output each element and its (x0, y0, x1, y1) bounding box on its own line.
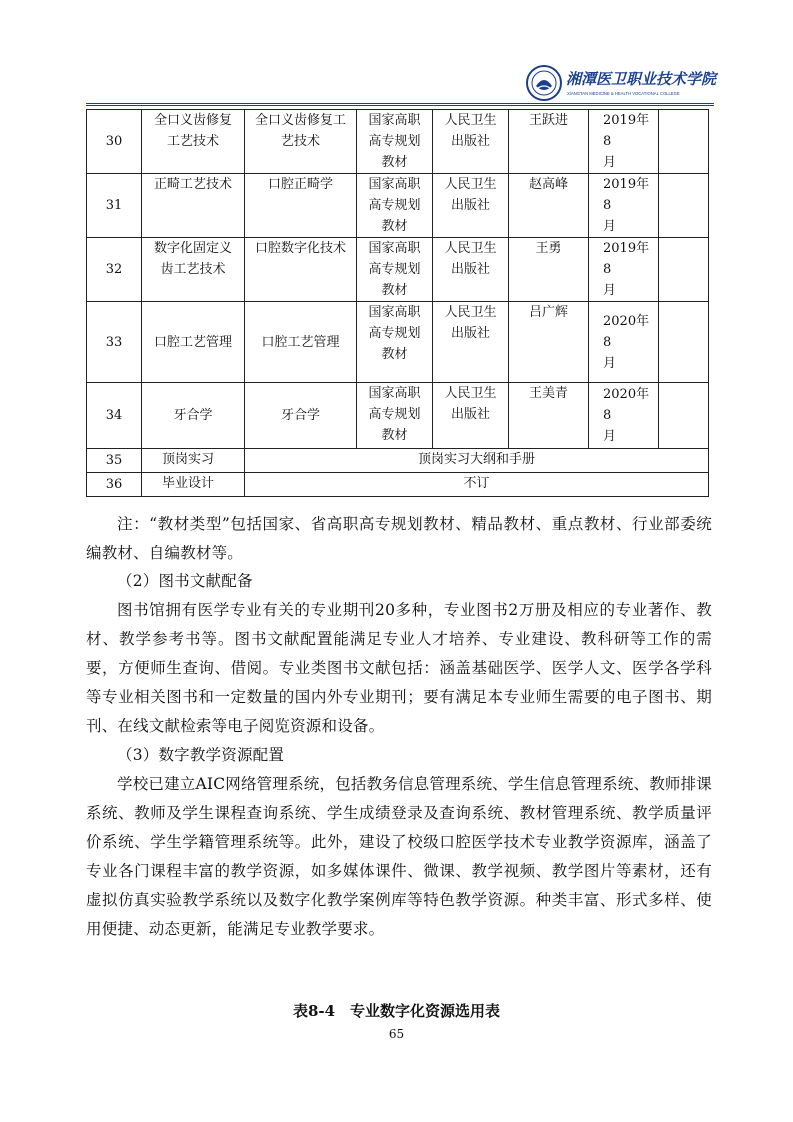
row-number: 30 (87, 110, 142, 174)
course-name-line: 全口义齿修复 (153, 113, 232, 128)
textbook-name-line: 艺技术 (280, 134, 320, 149)
row-number: 34 (87, 383, 142, 449)
editor: 吕广辉 (509, 302, 589, 383)
publish-date (589, 174, 659, 238)
publisher (433, 302, 509, 383)
textbook-name-line: 牙合学 (280, 408, 320, 423)
course-name-line: 工艺技术 (166, 134, 219, 149)
publish-date (589, 383, 659, 449)
publish-date-line: 月 (603, 429, 617, 444)
textbook-type (357, 174, 433, 238)
publisher (433, 238, 509, 302)
table-row (87, 110, 709, 174)
header-divider-thin (86, 105, 714, 106)
publisher (433, 110, 509, 174)
textbook-name (245, 110, 357, 174)
textbook-type-line: 国家高职 (368, 113, 421, 128)
section-3-body: 学校已建立AIC网络管理系统，包括教务信息管理系统、学生信息管理系统、教师排课系统、教师及学生课程查询系统、学生成绩登录及查询系统、教材管理系统、教学质量评价系统、学生学籍管理系统等。此外，建设了校级口腔医学技术专业教学资源库，涵盖了专业各门课程丰富的教学资源，如多媒体课件、微课、教学视频、教学图片等素材，还有虚拟仿真实验教学系统以及数字化教学案例库等特色教学资源。种类丰富、形式多样、使用便捷、动态更新，能满足专业教学要求。 (86, 775, 712, 938)
merged-content: 不订 (245, 473, 709, 497)
publisher-line: 出版社 (450, 198, 490, 213)
logo-title-en: XIANGTAN MEDICINE & HEALTH VOCATIONAL COLLEGE (567, 91, 680, 96)
publisher-line: 人民卫生 (444, 305, 497, 320)
row-number: 33 (87, 302, 142, 383)
publish-date-line: 月 (603, 219, 617, 234)
textbook-type-line: 高专规划 (368, 198, 421, 213)
publisher-line: 人民卫生 (444, 386, 497, 401)
table-row (87, 383, 709, 449)
publisher-line: 人民卫生 (444, 113, 497, 128)
publisher (433, 383, 509, 449)
publish-date-line: 2019年8 (603, 241, 650, 277)
publisher-line: 出版社 (450, 326, 490, 341)
course-name (142, 174, 245, 238)
textbook-name-line: 全口义齿修复工 (254, 113, 346, 128)
remark (659, 302, 709, 383)
editor: 王勇 (509, 238, 589, 302)
publisher-line: 出版社 (450, 407, 490, 422)
table-row (87, 302, 709, 383)
course-name-line: 牙合学 (173, 408, 213, 423)
table-note-text: 注：“教材类型”包括国家、省高职高专规划教材、精品教材、重点教材、行业部委统编教材、自编教材等。 (86, 515, 712, 562)
table-caption: 表8-4 专业数字化资源选用表 (292, 1002, 501, 1020)
textbook-type-line: 教材 (381, 219, 408, 234)
course-name-line: 口腔工艺管理 (153, 334, 232, 350)
textbook-type-line: 教材 (381, 428, 408, 443)
table-row (87, 238, 709, 302)
section-2-body: 图书馆拥有医学专业有关的专业期刊20多种，专业图书2万册及相应的专业著作、教材、教学参考书等。图书文献配置能满足专业人才培养、专业建设、教科研等工作的需要，方便师生查询、借阅。专业类图书文献包括：涵盖基础医学、医学人文、医学各学科等专业相关图书和一定数量的国内外专业期刊；要有满足本专业师生需要的电子图书、期刊、在线文献检索等电子阅览资源和设备。 (86, 601, 712, 735)
logo-title-cn: 湘潭医卫职业技术学院 (566, 70, 717, 88)
textbook-type-line: 教材 (381, 155, 408, 170)
publish-date (589, 238, 659, 302)
textbook-type-line: 教材 (381, 347, 408, 362)
table-row (87, 449, 709, 473)
row-number: 36 (87, 473, 142, 497)
textbook-type-line: 国家高职 (368, 241, 421, 256)
publish-date-line: 2020年8 (603, 387, 650, 423)
course-name: 顶岗实习 (142, 449, 245, 473)
merged-content: 顶岗实习大纲和手册 (245, 449, 709, 473)
remark (659, 110, 709, 174)
textbook-type (357, 383, 433, 449)
publish-date-line: 月 (603, 283, 617, 298)
course-name: 毕业设计 (142, 473, 245, 497)
publish-date-line: 2019年8 (603, 177, 650, 213)
publish-date-line: 月 (603, 355, 617, 371)
course-name-line: 正畸工艺技术 (153, 177, 232, 192)
publisher (433, 174, 509, 238)
table-note (86, 510, 712, 568)
textbook-type-line: 教材 (381, 283, 408, 298)
textbook-type (357, 238, 433, 302)
textbook-type-line: 国家高职 (368, 305, 421, 320)
course-name (142, 238, 245, 302)
textbook-name-line: 口腔数字化技术 (254, 241, 346, 256)
table-row (87, 174, 709, 238)
row-number: 31 (87, 174, 142, 238)
course-name-line: 齿工艺技术 (160, 262, 226, 277)
textbook-name (245, 302, 357, 383)
textbook-type-line: 高专规划 (368, 326, 421, 341)
textbook-type-line: 国家高职 (368, 386, 421, 401)
textbook-name (245, 238, 357, 302)
publish-date-line: 2019年8 (603, 113, 650, 149)
textbook-type (357, 110, 433, 174)
section-3-title: （3）数字教学资源配置 (117, 746, 285, 764)
page-number: 65 (388, 1027, 405, 1041)
course-name (142, 110, 245, 174)
editor: 王跃进 (509, 110, 589, 174)
publisher-line: 人民卫生 (444, 177, 497, 192)
textbook-name-line: 口腔正畸学 (267, 177, 333, 192)
publish-date-line: 2020年8 (603, 313, 650, 350)
college-seal-icon (527, 66, 561, 100)
textbook-type (357, 302, 433, 383)
textbook-name (245, 174, 357, 238)
publisher-line: 出版社 (450, 134, 490, 149)
editor: 王美青 (509, 383, 589, 449)
textbook-type-line: 高专规划 (368, 134, 421, 149)
publish-date-line: 月 (603, 155, 617, 170)
row-number: 32 (87, 238, 142, 302)
college-logo (522, 64, 722, 104)
textbook-type-line: 高专规划 (368, 407, 421, 422)
publish-date (589, 302, 659, 383)
textbook-type-line: 国家高职 (368, 177, 421, 192)
section-2-title: （2）图书文献配备 (117, 572, 253, 590)
editor: 赵高峰 (509, 174, 589, 238)
course-name (142, 302, 245, 383)
textbook-name (245, 383, 357, 449)
publish-date (589, 110, 659, 174)
remark (659, 383, 709, 449)
course-name (142, 383, 245, 449)
textbook-name-line: 口腔工艺管理 (261, 334, 340, 350)
header-divider (86, 103, 714, 104)
publisher-line: 人民卫生 (444, 241, 497, 256)
publisher-line: 出版社 (450, 262, 490, 277)
textbook-type-line: 高专规划 (368, 262, 421, 277)
textbook-table (86, 109, 709, 497)
row-number: 35 (87, 449, 142, 473)
remark (659, 238, 709, 302)
course-name-line: 数字化固定义 (153, 241, 232, 256)
remark (659, 174, 709, 238)
table-body (87, 110, 709, 497)
table-row (87, 473, 709, 497)
